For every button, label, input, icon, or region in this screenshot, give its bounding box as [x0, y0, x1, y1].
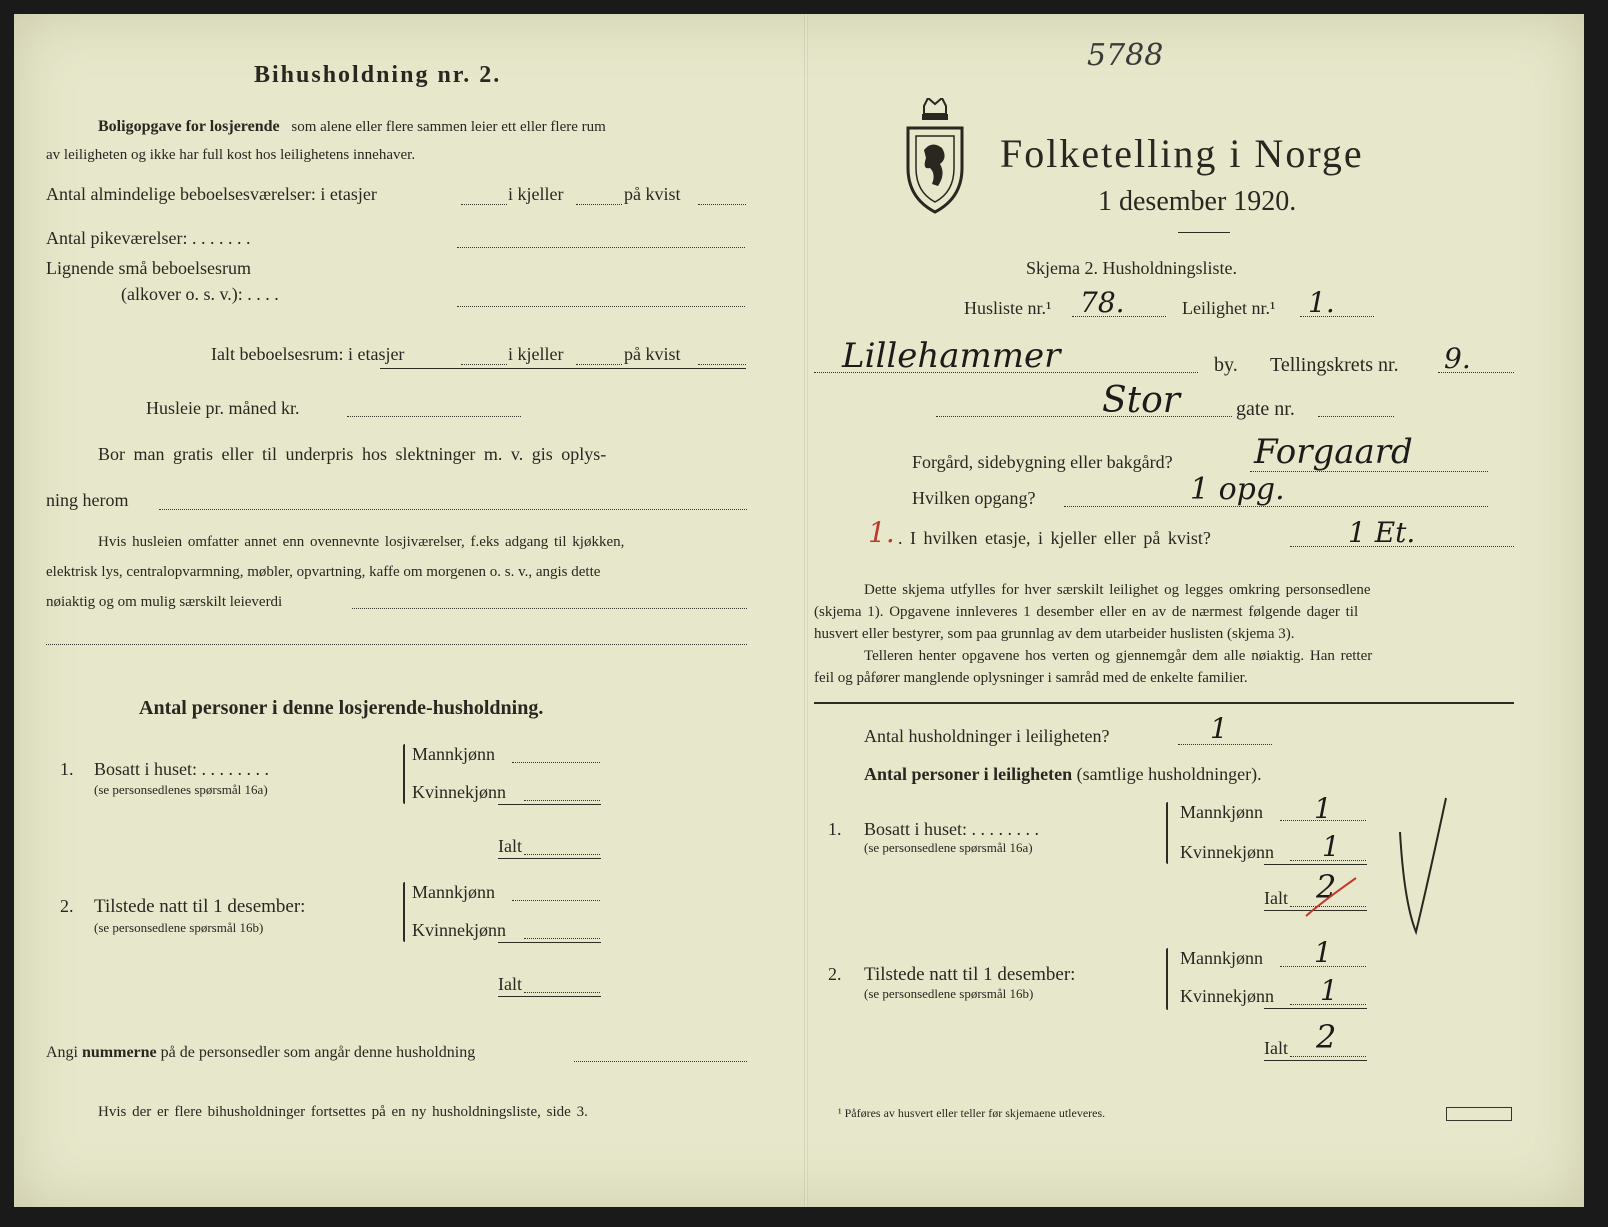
r-q1-ialt-value[interactable]: 2	[1316, 868, 1337, 906]
r-q2-kvinne-value[interactable]: 1	[1320, 974, 1338, 1007]
r-q2-mann-label: Mannkjønn	[1180, 948, 1263, 968]
l-q2-ialt-underline	[498, 996, 601, 997]
gate-nr-line	[1318, 416, 1394, 417]
husleie-line[interactable]	[347, 416, 521, 417]
r-q1-num: 1.	[828, 819, 842, 839]
husliste-value[interactable]: 78.	[1080, 286, 1125, 319]
l-q2-mann-line[interactable]	[512, 900, 600, 901]
l-q1-kvinne-line[interactable]	[524, 800, 600, 801]
by-line	[814, 372, 1198, 373]
r-q1-ialt-label: Ialt	[1264, 888, 1288, 908]
by-value[interactable]: Lillehammer	[842, 336, 1061, 376]
etasje-label: . I hvilken etasje, i kjeller eller på kvist?	[898, 528, 1211, 548]
left-footer: Hvis der er flere bihusholdninger fortsettes på en ny husholdningsliste, side 3.	[98, 1104, 588, 1120]
ialt-rum-underline	[380, 368, 746, 369]
instruction-2: (skjema 1). Opgavene innleveres 1 desember eller en av de nærmest følgende dager til	[814, 604, 1359, 620]
hush-value[interactable]: 1	[1210, 712, 1228, 745]
antal-alm-label: Antal almindelige beboelsesværelser: i etasjer	[46, 184, 377, 204]
l-q1-brace	[403, 744, 405, 804]
instruction-3: husvert eller bestyrer, som paa grunnlag av dem utarbeider huslisten (skjema 3).	[814, 626, 1295, 642]
alm-kjeller-label: i kjeller	[508, 184, 564, 204]
hvis-text-1: Hvis husleien omfatter annet enn ovennevnte losjiværelser, f.eks adgang til kjøkken,	[98, 534, 625, 550]
hvis-text-2: elektrisk lys, centralopvarmning, møbler, opvartning, kaffe om morgenen o. s. v., angis dette	[46, 564, 601, 580]
intro-line-1	[98, 118, 606, 136]
red-check-mark: 1.	[868, 516, 895, 549]
r-q1-label: Bosatt i huset: . . . . . . . .	[864, 819, 1039, 839]
printer-stamp	[1446, 1107, 1512, 1121]
alm-kvist-label: på kvist	[624, 184, 681, 204]
ning-herom-label: ning herom	[46, 490, 129, 510]
intro-bold: Boligopgave for losjerende	[98, 118, 280, 135]
leieverdi-line[interactable]	[352, 608, 747, 609]
leilighet-value[interactable]: 1.	[1308, 286, 1335, 319]
lion-shield-icon	[902, 98, 968, 216]
etasje-line	[1290, 546, 1514, 547]
hush-line	[1178, 744, 1272, 745]
opgang-line	[1064, 506, 1488, 507]
red-tick-mark	[1302, 872, 1362, 922]
r-q1-sub: (se personsedlene spørsmål 16a)	[864, 840, 1033, 855]
forgard-value[interactable]: Forgaard	[1254, 432, 1413, 472]
instruction-4: Telleren henter opgavene hos verten og gjennemgår dem alle nøiaktig. Han retter	[864, 648, 1373, 664]
l-q1-ialt-label: Ialt	[498, 836, 522, 856]
pike-label: Antal pikeværelser: . . . . . . .	[46, 228, 251, 248]
l-q1-sub: (se personsedlenes spørsmål 16a)	[94, 782, 268, 797]
r-q1-underline	[1264, 864, 1367, 865]
check-tick-icon	[1394, 792, 1454, 942]
personer-rest: (samtlige husholdninger).	[1076, 764, 1262, 784]
l-q1-label: Bosatt i huset: . . . . . . . .	[94, 759, 269, 779]
r-q2-sub: (se personsedlene spørsmål 16b)	[864, 986, 1034, 1001]
r-q2-kvinne-line	[1290, 1004, 1366, 1005]
r-q2-mann-line	[1280, 966, 1366, 967]
r-q1-mann-value[interactable]: 1	[1314, 792, 1332, 825]
l-q1-mann-label: Mannkjønn	[412, 744, 495, 764]
skjema-label: Skjema 2. Husholdningsliste.	[1026, 258, 1237, 278]
bor-man-text: Bor man gratis eller til underpris hos slektninger m. v. gis oplys-	[98, 444, 607, 464]
l-q2-num: 2.	[60, 896, 74, 916]
l-q1-num: 1.	[60, 759, 74, 779]
title-rule	[1178, 232, 1230, 233]
l-q2-mann-label: Mannkjønn	[412, 882, 495, 902]
census-form-sheet	[14, 14, 1584, 1207]
forgard-label: Forgård, sidebygning eller bakgård?	[912, 452, 1173, 472]
r-q2-mann-value[interactable]: 1	[1314, 936, 1332, 969]
krets-line	[1438, 372, 1514, 373]
r-q2-num: 2.	[828, 964, 842, 984]
angi-pre: Angi	[46, 1044, 78, 1061]
l-q2-ialt-label: Ialt	[498, 974, 522, 994]
main-title: Folketelling i Norge	[1000, 131, 1364, 176]
ialt-kvist-line[interactable]	[698, 364, 746, 365]
etasje-value[interactable]: 1 Et.	[1348, 516, 1416, 549]
instruction-5: feil og påfører manglende oplysninger i samråd med de enkelte familier.	[814, 670, 1248, 686]
ialt-rum-label: Ialt beboelsesrum: i etasjer	[211, 344, 405, 364]
krets-value[interactable]: 9.	[1444, 342, 1471, 375]
lignende-label-1: Lignende små beboelsesrum	[46, 258, 251, 278]
check-tick-mark	[1394, 792, 1454, 942]
l-q2-ialt-line[interactable]	[524, 992, 600, 993]
personer-heading	[864, 764, 1262, 785]
red-tick-icon	[1302, 872, 1362, 922]
l-q2-kvinne-label: Kvinnekjønn	[412, 920, 506, 940]
intro-line-2: av leiligheten og ikke har full kost hos leilighetens innehaver.	[46, 147, 416, 163]
leieverdi-line-2[interactable]	[46, 644, 747, 645]
husliste-line	[1072, 316, 1166, 317]
husliste-label: Husliste nr.¹	[964, 298, 1052, 318]
r-q2-kvinne-label: Kvinnekjønn	[1180, 986, 1274, 1006]
l-q1-mann-line[interactable]	[512, 762, 600, 763]
census-date: 1 desember 1920.	[1098, 186, 1297, 217]
r-q2-ialt-label: Ialt	[1264, 1038, 1288, 1058]
ning-herom-line[interactable]	[159, 509, 747, 510]
gate-value[interactable]: Stor	[1102, 380, 1181, 421]
gate-name-line	[936, 416, 1232, 417]
r-q2-ialt-underline	[1264, 1060, 1367, 1061]
l-q1-kvinne-label: Kvinnekjønn	[412, 782, 506, 802]
l-q2-kvinne-line[interactable]	[524, 938, 600, 939]
personer-bold: Antal personer i leiligheten	[864, 764, 1073, 784]
l-q2-brace	[403, 882, 405, 942]
page-fold	[804, 14, 808, 1207]
hvis-text-3: nøiaktig og om mulig særskilt leieverdi	[46, 594, 283, 610]
lignende-label-2: (alkover o. s. v.): . . . .	[121, 284, 279, 304]
r-q1-mann-line	[1280, 820, 1366, 821]
alm-kjeller-line[interactable]	[576, 204, 622, 205]
l-q1-underline	[498, 804, 601, 805]
angi-bold: nummerne	[82, 1044, 157, 1061]
antal-personer-heading: Antal personer i denne losjerende-husholdning.	[139, 697, 544, 719]
r-q1-mann-label: Mannkjønn	[1180, 802, 1263, 822]
r-q1-brace	[1166, 802, 1168, 864]
angi-post: på de personsedler som angår denne husholdning	[160, 1044, 476, 1061]
l-q2-sub: (se personsedlene spørsmål 16b)	[94, 920, 264, 935]
ialt-kjeller-line[interactable]	[576, 364, 622, 365]
opgang-value[interactable]: 1 opg.	[1190, 472, 1285, 507]
l-q1-ialt-underline	[498, 858, 601, 859]
leilighet-label: Leilighet nr.¹	[1182, 298, 1276, 318]
krets-label: Tellingskrets nr.	[1270, 354, 1399, 376]
alm-kvist-line[interactable]	[698, 204, 746, 205]
r-q1-kvinne-value[interactable]: 1	[1322, 830, 1340, 863]
r-q2-brace	[1166, 948, 1168, 1010]
forgard-line	[1250, 471, 1488, 472]
footnote: ¹ Påføres av husvert eller teller før skjemaene utleveres.	[838, 1106, 1106, 1120]
l-q2-underline	[498, 942, 601, 943]
instruction-1: Dette skjema utfylles for hver særskilt leilighet og legges omkring personsedlene	[864, 582, 1371, 598]
l-q1-ialt-line[interactable]	[524, 854, 600, 855]
handwritten-archive-number: 5788	[1087, 38, 1164, 73]
angi-fill-line[interactable]	[574, 1061, 747, 1062]
intro-rest-1: som alene eller flere sammen leier ett eller flere rum	[291, 119, 606, 135]
angi-line	[46, 1044, 475, 1062]
opgang-label: Hvilken opgang?	[912, 488, 1036, 508]
by-label: by.	[1214, 354, 1238, 376]
coat-of-arms-emblem	[902, 98, 968, 216]
leilighet-line	[1300, 316, 1374, 317]
husleie-label: Husleie pr. måned kr.	[146, 398, 300, 418]
r-q2-underline	[1264, 1008, 1367, 1009]
l-q2-label: Tilstede natt til 1 desember:	[94, 896, 306, 917]
hush-label: Antal husholdninger i leiligheten?	[864, 726, 1110, 746]
r-q2-ialt-line	[1290, 1056, 1366, 1057]
lignende-line[interactable]	[457, 306, 745, 307]
r-q1-kvinne-label: Kvinnekjønn	[1180, 842, 1274, 862]
r-q2-label: Tilstede natt til 1 desember:	[864, 964, 1076, 985]
gate-label: gate nr.	[1236, 398, 1295, 420]
ialt-etasjer-line[interactable]	[461, 364, 507, 365]
pike-line[interactable]	[457, 247, 745, 248]
left-title: Bihusholdning nr. 2.	[254, 62, 502, 88]
section-divider	[814, 702, 1514, 704]
ialt-kvist-label: på kvist	[624, 344, 681, 364]
r-q1-kvinne-line	[1290, 860, 1366, 861]
alm-etasjer-line[interactable]	[461, 204, 507, 205]
r-q2-ialt-value[interactable]: 2	[1316, 1018, 1337, 1056]
ialt-kjeller-label: i kjeller	[508, 344, 564, 364]
